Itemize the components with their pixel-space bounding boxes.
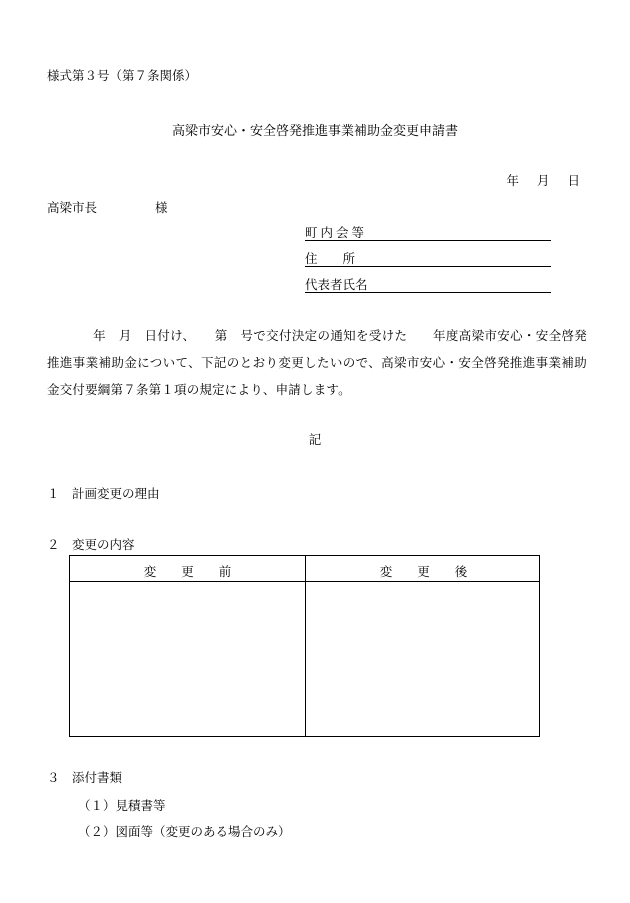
applicant-org-field[interactable] — [305, 223, 551, 241]
applicant-representative-label: 代表者氏名 — [305, 277, 368, 292]
table-header-divider — [70, 581, 539, 582]
date-day: 日 — [567, 173, 580, 188]
form-number: 様式第３号（第７条関係） — [47, 68, 198, 83]
addressee — [47, 198, 168, 216]
applicant-address-label: 住 所 — [305, 251, 356, 266]
addressee-name: 高梁市長 — [47, 200, 98, 215]
applicant-representative-field[interactable] — [305, 275, 551, 293]
table-column-divider — [305, 556, 306, 736]
body-paragraph-text: 年 月 日付け、 第 号で交付決定の通知を受けた 年度高梁市安心・安全啓発推進事業補助金について、下記のとおり変更したいので、高梁市安心・安全啓発推進事業補助金交付要綱第７条第１項の規定により、申請します。 — [47, 328, 587, 397]
table-header-after: 変 更 後 — [379, 564, 468, 579]
section-change-reason: １ 計画変更の理由 — [47, 486, 160, 501]
date-line — [492, 171, 580, 189]
attachment-item: （２）図面等（変更のある場合のみ） — [78, 824, 291, 839]
notes-heading: 記 — [308, 432, 322, 447]
attachment-item: （１）見積書等 — [78, 798, 166, 813]
body-paragraph — [47, 322, 587, 403]
applicant-address-field[interactable] — [305, 249, 551, 267]
date-year: 年 — [506, 173, 519, 188]
applicant-org-label: 町内会等 — [305, 225, 368, 240]
section-change-content: ２ 変更の内容 — [47, 537, 135, 552]
addressee-honorific: 様 — [155, 200, 168, 215]
table-header-before: 変 更 前 — [143, 564, 232, 579]
date-month: 月 — [536, 173, 550, 188]
document-title: 高梁市安心・安全啓発推進事業補助金変更申請書 — [171, 124, 458, 139]
section-attachments: ３ 添付書類 — [47, 770, 123, 785]
change-table — [69, 555, 540, 737]
